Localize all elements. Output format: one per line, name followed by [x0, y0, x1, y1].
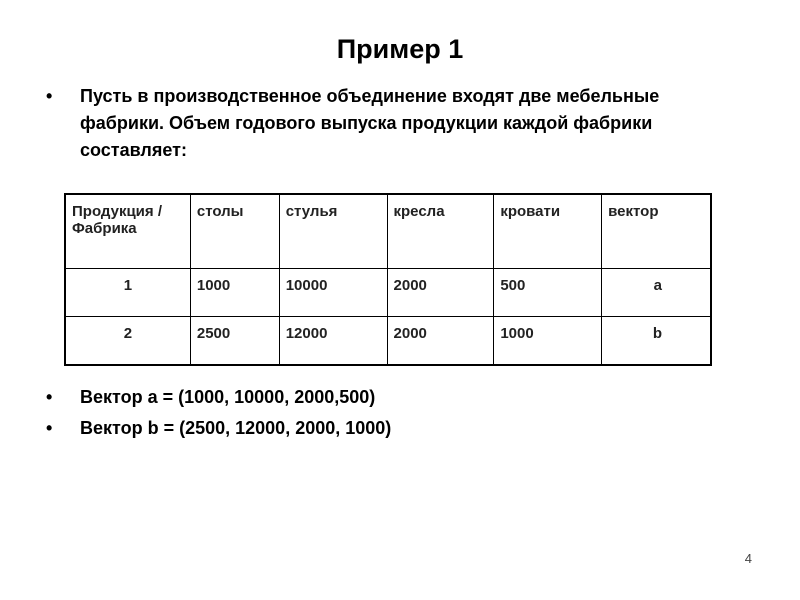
table-header-row: [65, 194, 711, 269]
vector-b-bullet: [44, 415, 744, 442]
table-cell: 500: [494, 269, 602, 317]
table-cell: 2500: [190, 317, 279, 366]
bullet-icon: •: [46, 86, 53, 106]
table-cell-factory: 1: [65, 269, 190, 317]
table-cell: 1000: [494, 317, 602, 366]
header-chairs: стулья: [279, 194, 387, 269]
header-armchairs: кресла: [387, 194, 494, 269]
header-product-factory: Продукция /Фабрика: [65, 194, 190, 269]
slide-title: Пример 1: [336, 34, 464, 64]
header-tables: столы: [190, 194, 279, 269]
table-cell-vector: b: [602, 317, 711, 366]
table-cell: 1000: [190, 269, 279, 317]
table-row: [65, 269, 711, 317]
vector-b-text: Вектор b = (2500, 12000, 2000, 1000): [80, 418, 392, 438]
page-number: 4: [744, 551, 752, 566]
bullet-icon: •: [46, 418, 53, 438]
intro-bullet: [44, 83, 744, 164]
table-cell: 2000: [387, 269, 494, 317]
vector-bullet-list: [44, 384, 744, 446]
table-cell: 2000: [387, 317, 494, 366]
vector-a-bullet: [44, 384, 744, 411]
intro-bullet-list: [44, 83, 744, 164]
table-row: [65, 317, 711, 366]
production-table: [64, 193, 712, 366]
bullet-icon: •: [46, 387, 53, 407]
header-vector: вектор: [602, 194, 711, 269]
intro-text: Пусть в производственное объединение входят две мебельные фабрики. Объем годового выпуска продукции каждой фабрики составляет:: [80, 86, 660, 160]
table-cell: 10000: [279, 269, 387, 317]
vector-a-text: Вектор a = (1000, 10000, 2000,500): [80, 387, 376, 407]
header-beds: кровати: [494, 194, 602, 269]
table-cell-factory: 2: [65, 317, 190, 366]
table-cell: 12000: [279, 317, 387, 366]
table-cell-vector: a: [602, 269, 711, 317]
